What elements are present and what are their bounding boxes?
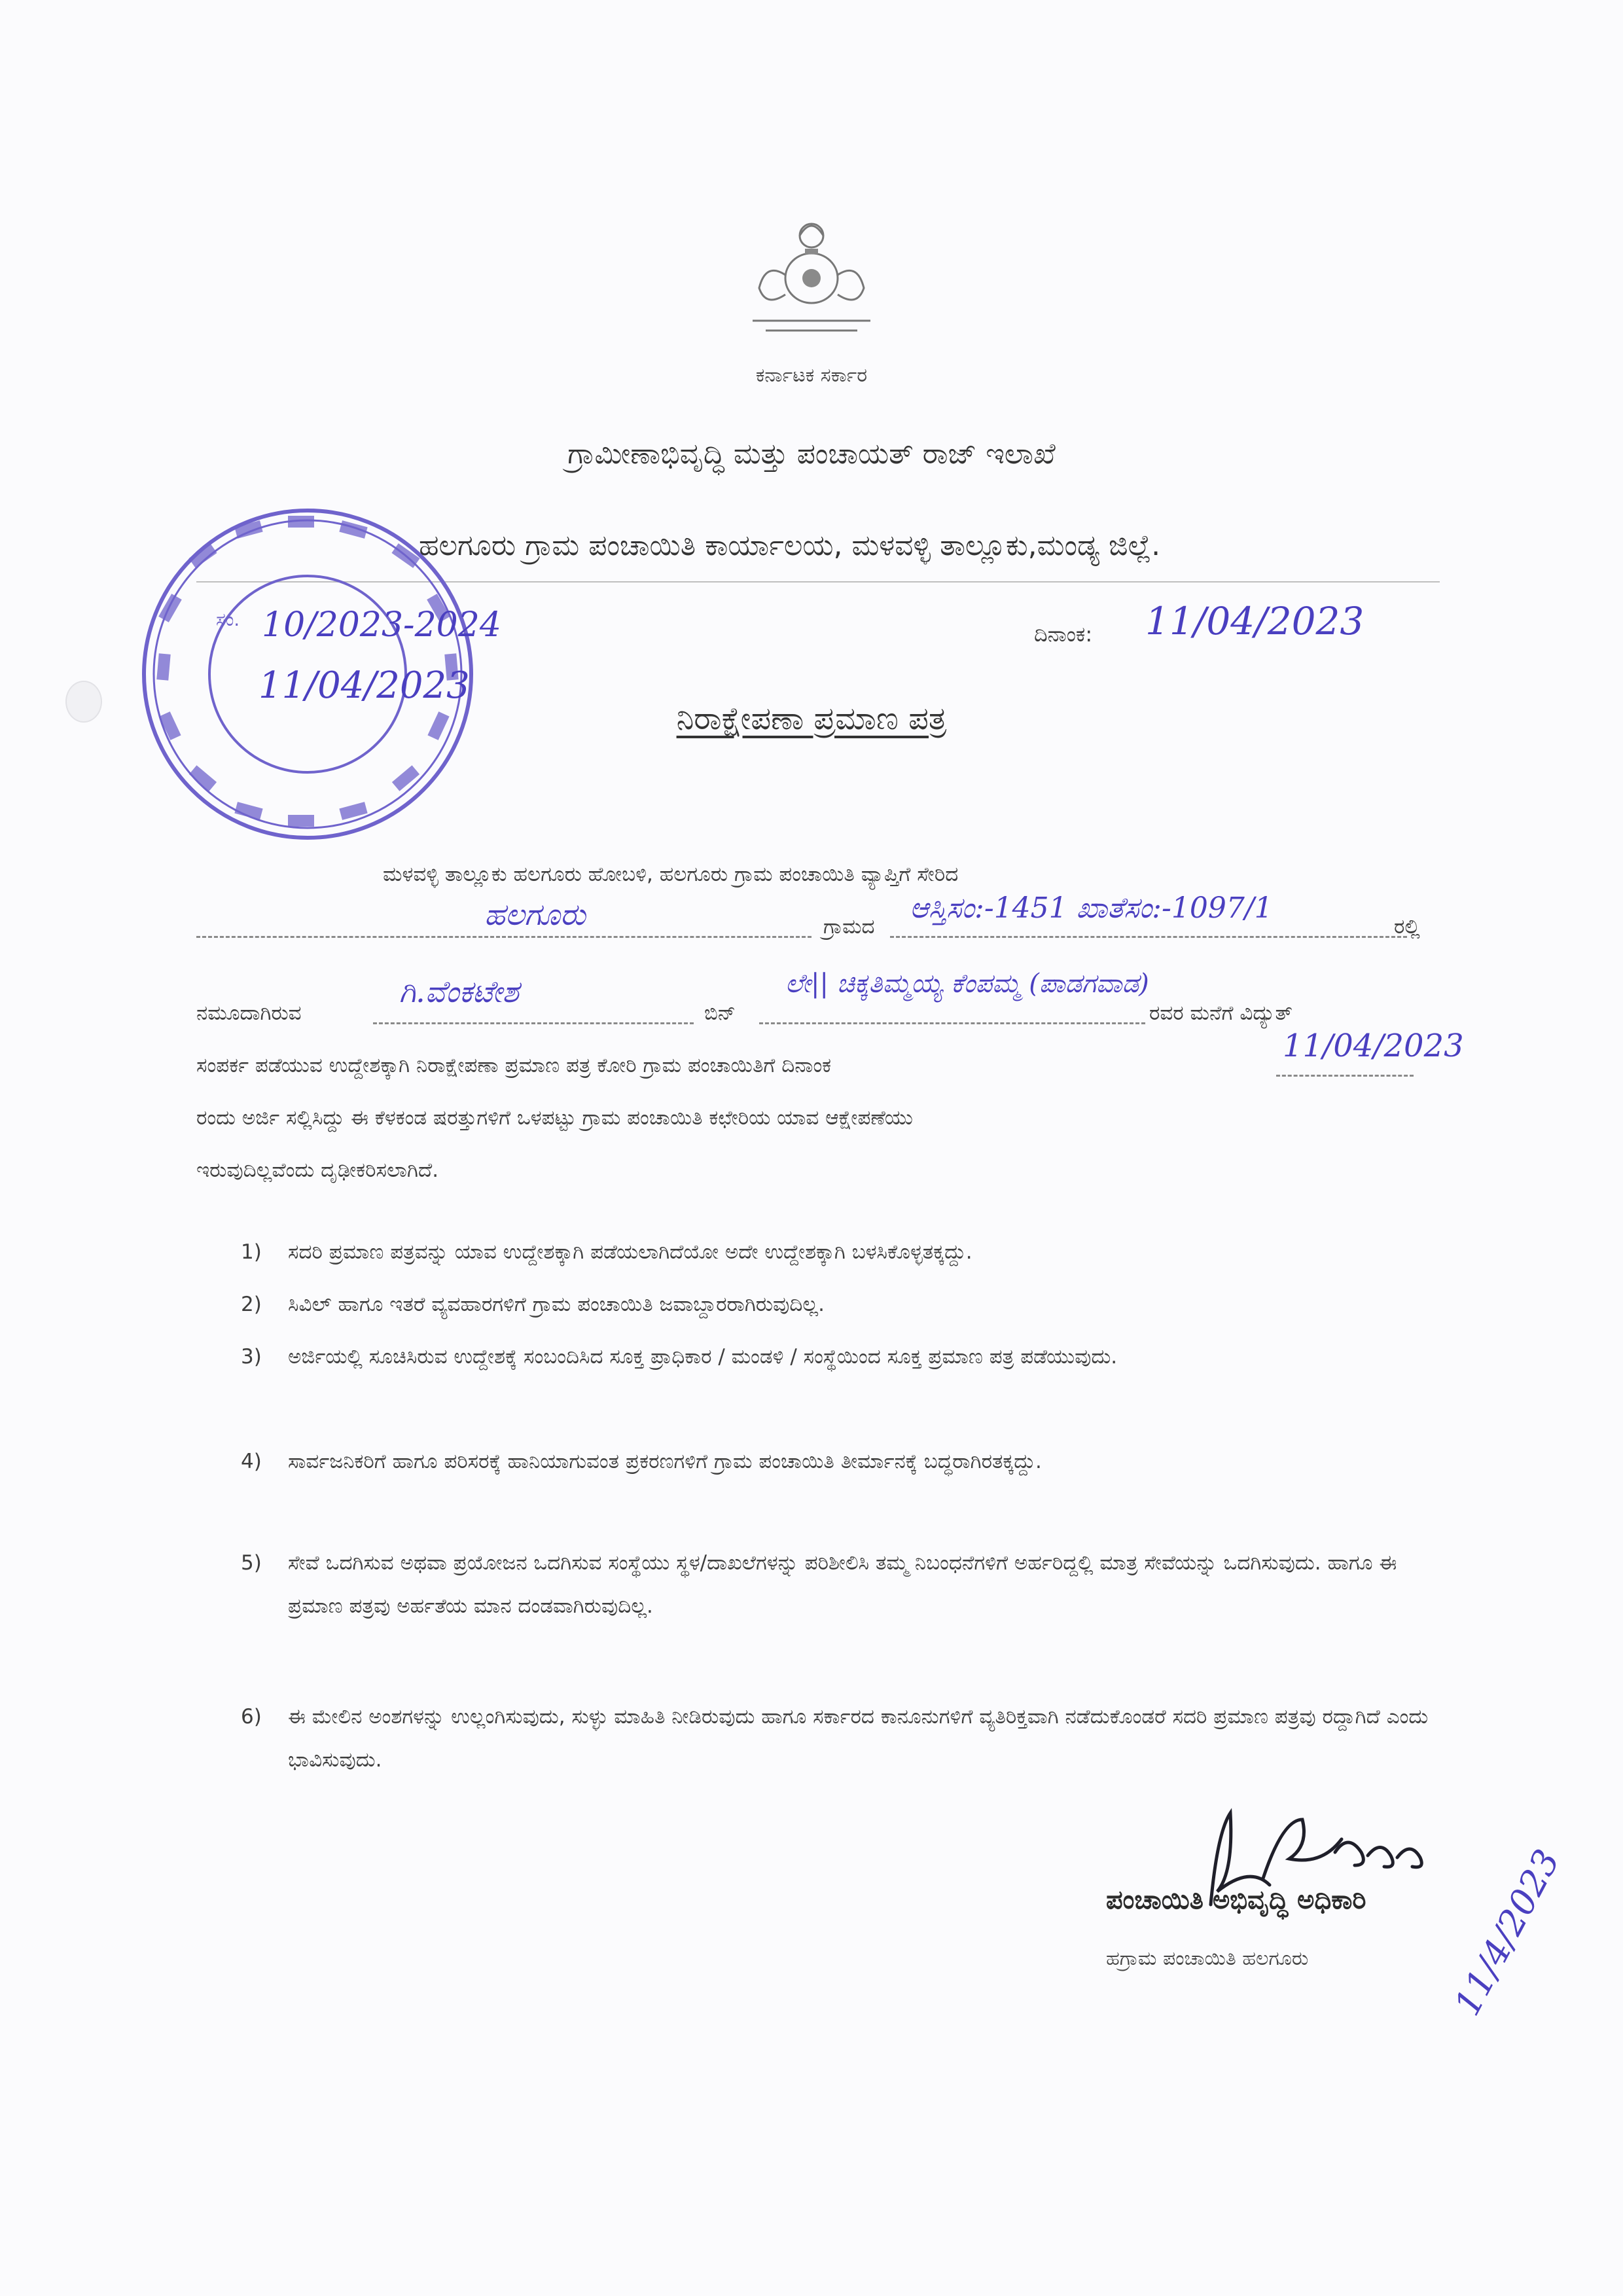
condition-4-number: 4) — [241, 1450, 262, 1473]
property-fill: ಆಸ್ತಿಸಂ:-1451 ಖಾತೆಸಂ:-1097/1 — [910, 891, 1273, 925]
signatory-title: ಪಂಚಾಯಿತಿ ಅಭಿವೃದ್ಧಿ ಅಧಿಕಾರಿ — [1106, 1885, 1366, 1915]
son-of-label: ಬಿನ್ — [704, 1001, 736, 1025]
father-name-fill: ಲೇ|| ಚಿಕ್ಕತಿಮ್ಮಯ್ಯ ಕೆಂಪಮ್ಮ (ಪಾಡಗವಾಡ) — [785, 969, 1149, 999]
body-line-4: ಸಂಪರ್ಕ ಪಡೆಯುವ ಉದ್ದೇಶಕ್ಕಾಗಿ ನಿರಾಕ್ಷೇಪಣಾ ಪ್ರಮಾಣ ಪತ್ರ ಕೋರಿ ಗ್ರಾಮ ಪಂಚಾಯಿತಿಗೆ ದಿನಾಂಕ — [196, 1054, 832, 1077]
condition-6-text: ಈ ಮೇಲಿನ ಅಂಶಗಳನ್ನು ಉಲ್ಲಂಗಿಸುವುದು, ಸುಳ್ಳು ಮಾಹಿತಿ ನೀಡಿರುವುದು ಹಾಗೂ ಸರ್ಕಾರದ ಕಾನೂನುಗಳಿಗೆ ವ್ಯತಿರಿಕ್ತವಾಗಿ ನಡೆದುಕೊಂಡರೆ ಸದರಿ ಪ್ರಮಾಣ ಪತ್ರವು ರದ್ದಾಗಿದೆ ಎಂದು ಭಾವಿಸುವುದು. — [288, 1705, 1429, 1772]
government-name: ಕರ್ನಾಟಕ ಸರ್ಕಾರ — [755, 364, 868, 387]
condition-3-number: 3) — [241, 1345, 262, 1369]
condition-2-number: 2) — [241, 1293, 262, 1316]
state-emblem-icon — [740, 209, 883, 340]
property-suffix: ರಲ್ಲಿ — [1394, 915, 1420, 939]
condition-4-text: ಸಾರ್ವಜನಿಕರಿಗೆ ಹಾಗೂ ಪರಿಸರಕ್ಕೆ ಹಾನಿಯಾಗುವಂತ ಪ್ರಕರಣಗಳಿಗೆ ಗ್ರಾಮ ಪಂಚಾಯಿತಿ ತೀರ್ಮಾನಕ್ಕೆ ಬದ್ಧರಾಗಿರತಕ್ಕದ್ದು. — [288, 1450, 1042, 1473]
applicant-name-fill: ಗಿ.ವೆಂಕಟೇಶ — [399, 974, 519, 1009]
condition-3-text: ಅರ್ಜಿಯಲ್ಲಿ ಸೂಚಿಸಿರುವ ಉದ್ದೇಶಕ್ಕೆ ಸಂಬಂದಿಸಿದ ಸೂಕ್ತ ಪ್ರಾಧಿಕಾರ / ಮಂಡಳಿ / ಸಂಸ್ಥೆಯಿಂದ ಸೂಕ್ತ ಪ್ರಮಾಣ ಪತ್ರ ಪಡೆಯುವುದು. — [288, 1345, 1118, 1369]
reference-date-value: 11/04/2023 — [259, 664, 470, 707]
condition-5-number: 5) — [241, 1551, 262, 1575]
department-name: ಗ್ರಾಮೀಣಾಭಿವೃದ್ಧಿ ಮತ್ತು ಪಂಚಾಯತ್ ರಾಜ್ ಇಲಾಖೆ — [567, 437, 1056, 471]
certificate-title: ನಿರಾಕ್ಷೇಪಣಾ ಪ್ರಮಾಣ ಪತ್ರ — [676, 700, 947, 737]
village-suffix: ಗ್ರಾಮದ — [823, 915, 875, 939]
application-date-fill: 11/04/2023 — [1283, 1028, 1464, 1064]
body-line-6: ಇರುವುದಿಲ್ಲವೆಂದು ದೃಢೀಕರಿಸಲಾಗಿದೆ. — [196, 1158, 439, 1182]
name-fill-line — [373, 1022, 694, 1024]
signature-date: 11/4/2023 — [1446, 1842, 1568, 2022]
condition-5-text: ಸೇವೆ ಒದಗಿಸುವ ಅಥವಾ ಪ್ರಯೋಜನ ಒದಗಿಸುವ ಸಂಸ್ಥೆಯು ಸ್ಥಳ/ದಾಖಲೆಗಳನ್ನು ಪರಿಶೀಲಿಸಿ ತಮ್ಮ ನಿಬಂಧನೆಗಳಿಗೆ ಅರ್ಹರಿದ್ದಲ್ಲಿ ಮಾತ್ರ ಸೇವೆಯನ್ನು ಒದಗಿಸುವುದು. ಹಾಗೂ ಈ ಪ್ರಮಾಣ ಪತ್ರವು ಅರ್ಹತೆಯ ಮಾನ ದಂಡವಾಗಿರುವುದಿಲ್ಲ. — [288, 1551, 1397, 1618]
condition-6-number: 6) — [241, 1705, 262, 1729]
date-label: ದಿನಾಂಕ: — [1034, 622, 1093, 647]
body-line-1: ಮಳವಳ್ಳಿ ತಾಲ್ಲೂಕು ಹಲಗೂರು ಹೋಬಳಿ, ಹಲಗೂರು ಗ್ರಾಮ ಪಂಚಾಯಿತಿ ವ್ಯಾಪ್ತಿಗೆ ಸೇರಿದ — [383, 863, 959, 886]
village-fill-line — [196, 936, 812, 938]
date-value: 11/04/2023 — [1145, 599, 1364, 643]
body-line-5: ರಂದು ಅರ್ಜಿ ಸಲ್ಲಿಸಿದ್ದು ಈ ಕೆಳಕಂಡ ಷರತ್ತುಗಳಿಗೆ ಒಳಪಟ್ಟು ಗ್ರಾಮ ಪಂಚಾಯಿತಿ ಕಛೇರಿಯ ಯಾವ ಆಕ್ಷೇಪಣೆಯು — [196, 1106, 913, 1130]
application-date-line — [1276, 1075, 1414, 1077]
father-fill-line — [759, 1022, 1145, 1024]
signatory-office: ಹಗ್ರಾಮ ಪಂಚಾಯಿತಿ ಹಲಗೂರು — [1106, 1947, 1309, 1970]
name-prefix: ನಮೂದಾಗಿರುವ — [196, 1001, 302, 1025]
property-fill-line — [890, 936, 1407, 938]
condition-2-text: ಸಿವಿಲ್ ಹಾಗೂ ಇತರೆ ವ್ಯವಹಾರಗಳಿಗೆ ಗ್ರಾಮ ಪಂಚಾಯಿತಿ ಜವಾಬ್ದಾರರಾಗಿರುವುದಿಲ್ಲ. — [288, 1293, 825, 1316]
body-line-3-suffix: ರವರ ಮನೆಗೆ ವಿದ್ಯುತ್ — [1149, 1001, 1293, 1025]
reference-number-value: 10/2023-2024 — [262, 605, 501, 645]
reference-number-label: ಸಂ. — [216, 609, 240, 630]
office-name: ಹಲಗೂರು ಗ್ರಾಮ ಪಂಚಾಯಿತಿ ಕಾರ್ಯಾಲಯ, ಮಳವಳ್ಳಿ ತಾಲ್ಲೂಕು,ಮಂಡ್ಯ ಜಿಲ್ಲೆ. — [419, 529, 1161, 562]
condition-1-number: 1) — [241, 1240, 262, 1264]
condition-1-text: ಸದರಿ ಪ್ರಮಾಣ ಪತ್ರವನ್ನು ಯಾವ ಉದ್ದೇಶಕ್ಕಾಗಿ ಪಡೆಯಲಾಗಿದೆಯೋ ಅದೇ ಉದ್ದೇಶಕ್ಕಾಗಿ ಬಳಸಿಕೊಳ್ಳತಕ್ಕದ್ದು. — [288, 1240, 972, 1264]
village-fill: ಹಲಗೂರು — [484, 897, 586, 932]
